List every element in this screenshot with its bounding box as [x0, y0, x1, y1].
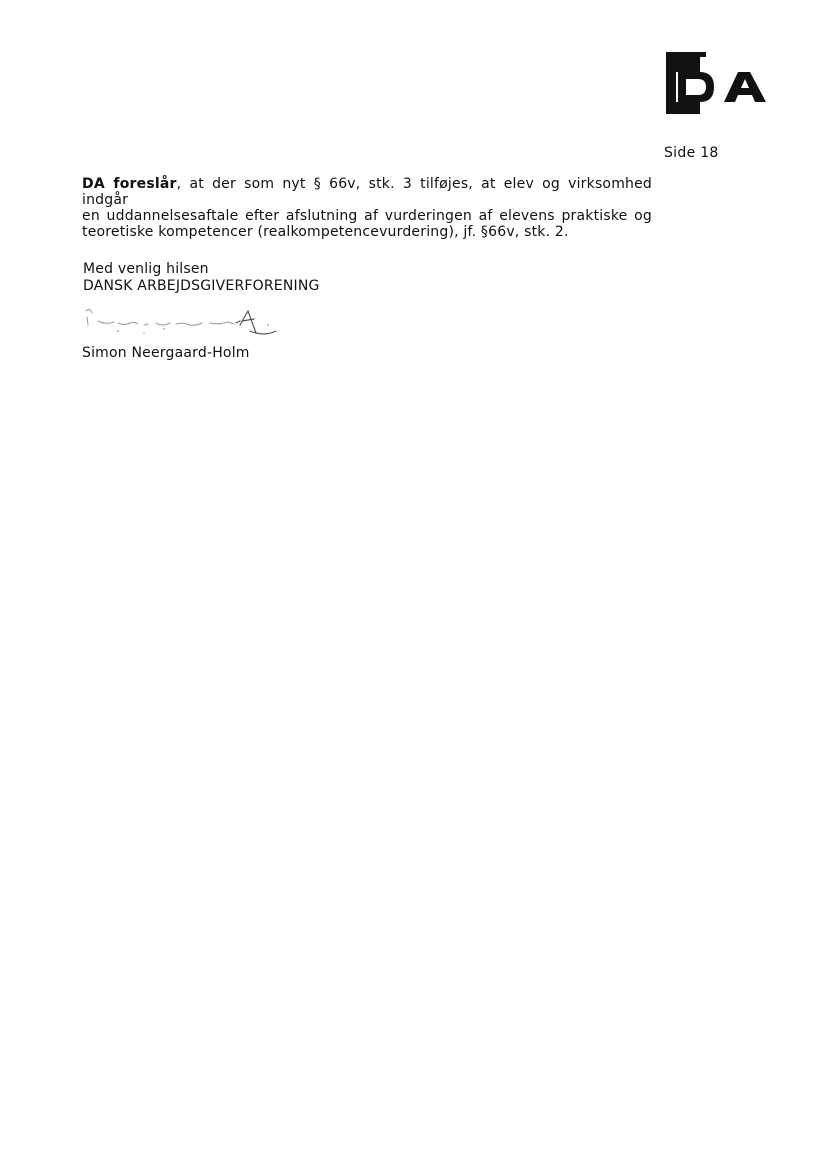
- da-logo: [666, 52, 778, 114]
- page-number: Side 18: [664, 145, 719, 161]
- paragraph-line-1: [82, 176, 652, 208]
- paragraph-line-3: teoretiske kompetencer (realkompetencevurdering), jf. §66v, stk. 2.: [82, 224, 569, 240]
- closing-block: [83, 261, 320, 295]
- proposal-paragraph: [82, 176, 652, 240]
- paragraph-line-2: en uddannelsesaftale efter afslutning af vurderingen af elevens praktiske og: [82, 208, 652, 224]
- greeting: Med venlig hilsen: [83, 261, 209, 277]
- line1-text: , at der som nyt § 66v, stk. 3 tilføjes, at elev og virksomhed indgår: [82, 176, 653, 208]
- lead-bold-text: DA foreslår: [82, 176, 177, 192]
- handwritten-signature: [78, 303, 288, 349]
- signer-name: Simon Neergaard-Holm: [82, 345, 250, 361]
- organization-name: DANSK ARBEJDSGIVERFORENING: [83, 278, 320, 294]
